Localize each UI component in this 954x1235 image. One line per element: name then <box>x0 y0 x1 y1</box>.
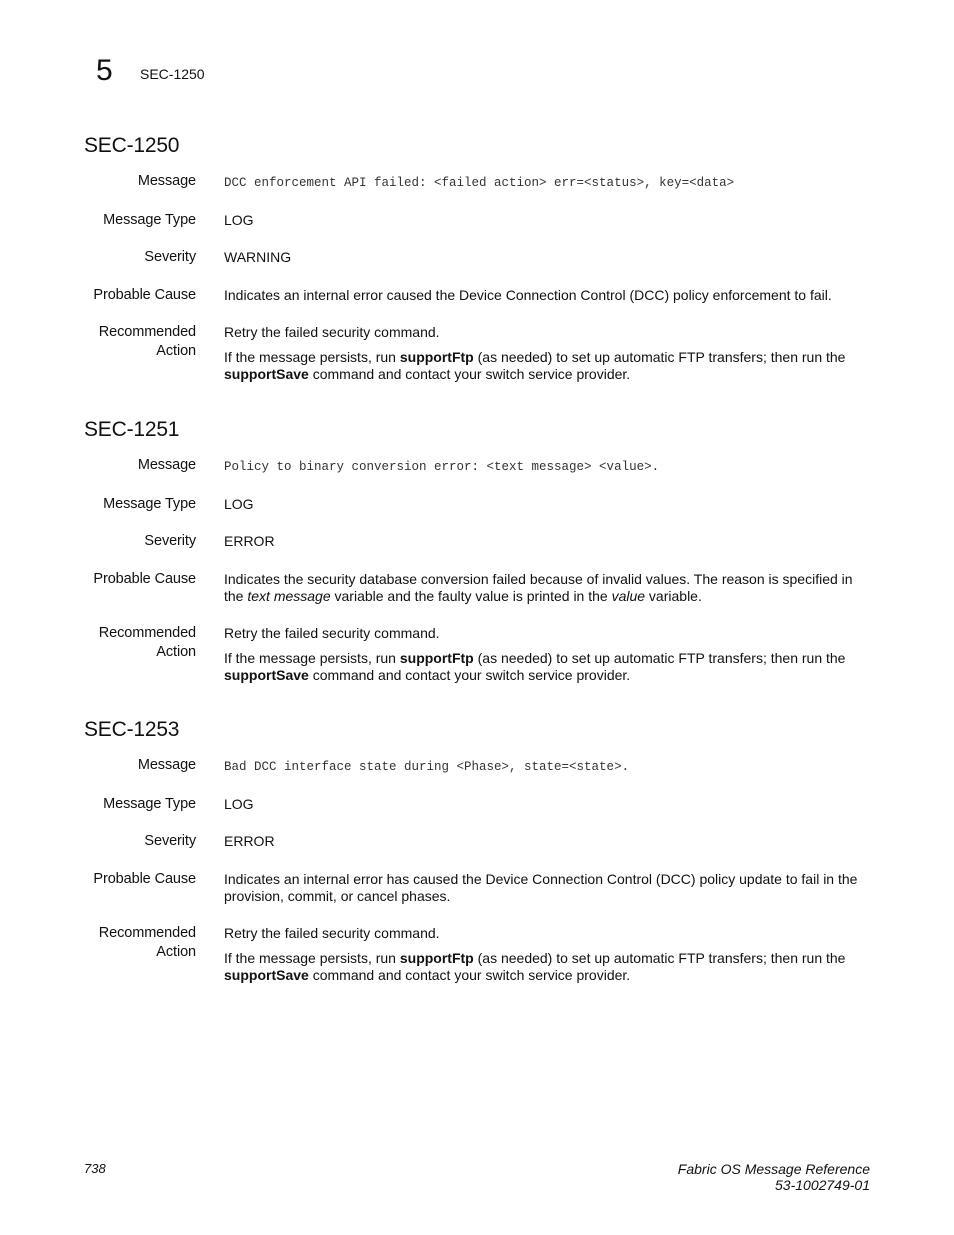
action-line-1: Retry the failed security command. <box>224 324 440 340</box>
command-supportftp: supportFtp <box>399 349 474 365</box>
label-recommended: Recommended <box>98 925 196 941</box>
action-line-1: Retry the failed security command. <box>224 625 440 641</box>
action-text: If the message persists, run <box>224 349 400 365</box>
command-supportftp: supportFtp <box>399 650 474 666</box>
label-message-type: Message Type <box>103 496 196 512</box>
message-text: Policy to binary conversion error: <text message> <value>. <box>224 460 660 474</box>
action-text: (as needed) to set up automatic FTP transfers; then run the <box>473 650 846 666</box>
label-action: Action <box>156 644 196 660</box>
message-row <box>84 175 874 212</box>
message-row <box>84 459 874 496</box>
label-recommended: Recommended <box>98 625 196 641</box>
label-severity: Severity <box>144 833 196 849</box>
label-recommended-action <box>84 924 196 962</box>
page-number: 738 <box>84 1161 106 1176</box>
probable-cause-row <box>84 871 874 925</box>
cause-text: Indicates the security database conversion failed because of invalid values. The reason is specified in the <box>224 571 853 604</box>
severity-row <box>84 833 874 871</box>
recommended-action-text <box>224 925 874 984</box>
message-type-value: LOG <box>224 796 254 812</box>
cause-text: variable and the faulty value is printed in the <box>330 588 612 604</box>
recommended-action-text <box>224 625 874 684</box>
message-type-row <box>84 496 874 533</box>
severity-row <box>84 533 874 571</box>
action-text: command and contact your switch service provider. <box>308 667 631 683</box>
section-title: SEC-1251 <box>84 418 180 441</box>
label-message: Message <box>137 757 196 773</box>
label-message: Message <box>137 457 196 473</box>
label-action: Action <box>156 944 196 960</box>
label-recommended-action <box>84 323 196 361</box>
action-line-2 <box>224 950 874 984</box>
action-line-2 <box>224 650 874 684</box>
probable-cause-row <box>84 287 874 324</box>
action-line-2 <box>224 349 874 383</box>
command-supportsave: supportSave <box>224 967 309 983</box>
chapter-number: 5 <box>96 54 113 87</box>
doc-number: 53-1002749-01 <box>775 1177 870 1193</box>
section-sec-1253 <box>84 718 874 984</box>
action-text: command and contact your switch service provider. <box>308 366 631 382</box>
section-title: SEC-1250 <box>84 134 180 157</box>
label-recommended: Recommended <box>98 324 196 340</box>
command-supportftp: supportFtp <box>399 950 474 966</box>
action-text: command and contact your switch service provider. <box>308 967 631 983</box>
label-probable-cause: Probable Cause <box>93 871 196 887</box>
cause-text: variable. <box>645 588 702 604</box>
label-recommended-action <box>84 624 196 662</box>
severity-value: ERROR <box>224 533 275 549</box>
section-title: SEC-1253 <box>84 718 180 741</box>
command-supportsave: supportSave <box>224 667 309 683</box>
recommended-action-text <box>224 324 874 383</box>
label-message-type: Message Type <box>103 796 196 812</box>
message-text: DCC enforcement API failed: <failed action> err=<status>, key=<data> <box>224 176 735 190</box>
message-type-value: LOG <box>224 212 254 228</box>
running-head: SEC-1250 <box>140 66 205 82</box>
action-line-1: Retry the failed security command. <box>224 925 440 941</box>
message-text: Bad DCC interface state during <Phase>, state=<state>. <box>224 760 630 774</box>
probable-cause-row <box>84 571 874 625</box>
label-severity: Severity <box>144 533 196 549</box>
command-supportsave: supportSave <box>224 366 309 382</box>
variable-value: value <box>611 588 646 604</box>
label-probable-cause: Probable Cause <box>93 571 196 587</box>
cause-text: Indicates an internal error has caused the Device Connection Control (DCC) policy update to fail in the provision, commit, or cancel phases. <box>224 871 858 904</box>
section-sec-1251 <box>84 418 874 684</box>
recommended-action-row <box>84 925 874 984</box>
variable-text-message: text message <box>247 588 331 604</box>
message-type-row <box>84 796 874 833</box>
label-message-type: Message Type <box>103 212 196 228</box>
action-text: If the message persists, run <box>224 950 400 966</box>
message-type-row <box>84 212 874 249</box>
recommended-action-row <box>84 324 874 383</box>
probable-cause-text <box>224 287 874 304</box>
probable-cause-text <box>224 871 874 905</box>
section-sec-1250 <box>84 134 874 383</box>
action-text: (as needed) to set up automatic FTP transfers; then run the <box>473 950 846 966</box>
severity-value: ERROR <box>224 833 275 849</box>
probable-cause-text <box>224 571 874 605</box>
cause-text: Indicates an internal error caused the Device Connection Control (DCC) policy enforcement to fail. <box>224 287 832 303</box>
action-text: If the message persists, run <box>224 650 400 666</box>
footer-doc-info <box>678 1161 870 1193</box>
action-text: (as needed) to set up automatic FTP transfers; then run the <box>473 349 846 365</box>
severity-row <box>84 249 874 287</box>
label-action: Action <box>156 343 196 359</box>
message-row <box>84 759 874 796</box>
label-severity: Severity <box>144 249 196 265</box>
label-probable-cause: Probable Cause <box>93 287 196 303</box>
label-message: Message <box>137 173 196 189</box>
recommended-action-row <box>84 625 874 684</box>
doc-title: Fabric OS Message Reference <box>677 1161 870 1177</box>
message-type-value: LOG <box>224 496 254 512</box>
severity-value: WARNING <box>224 249 292 265</box>
